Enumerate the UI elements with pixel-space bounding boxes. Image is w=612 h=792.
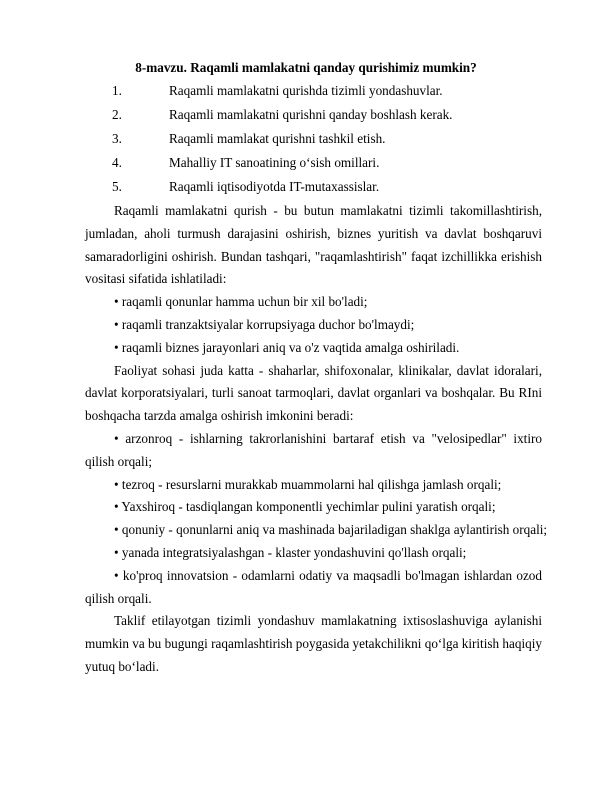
outline-text: Raqamli iqtisodiyotda IT-mutaxassislar. (169, 178, 380, 194)
outline-text: Raqamli mamlakat qurishni tashkil etish. (169, 130, 386, 146)
bullet-item: • Yaxshiroq - tasdiqlangan komponentli yechimlar pulini yaratish orqali; (114, 499, 496, 515)
outline-number: 5. (112, 178, 122, 194)
outline-item (112, 152, 542, 176)
bullet-item: • raqamli biznes jarayonlari aniq va o'z vaqtida amalga oshiriladi. (114, 339, 460, 355)
outline-number: 3. (112, 130, 122, 146)
outline-item (112, 176, 542, 200)
activity-paragraph: Faoliyat sohasi juda katta - shaharlar, shifoxonalar, klinikalar, davlat idoralari, davlat korporatsiyalari, turli sanoat tarmoqlari, davlat organlari va boshqalar. Bu RIni boshqacha tarzda amalga oshirish imkonini beradi: (85, 362, 542, 424)
outline-item (112, 104, 542, 128)
outline-number: 4. (112, 154, 122, 170)
bullet-item: • yanada integratsiyalashgan - klaster yondashuvini qo'llash orqali; (114, 544, 467, 560)
outline-text: Raqamli mamlakatni qurishda tizimli yondashuvlar. (169, 83, 443, 98)
outline-text: Raqamli mamlakatni qurishni qanday boshlash kerak. (169, 106, 453, 122)
outline-item (112, 128, 542, 152)
outline-item (112, 80, 542, 104)
outline-number: 1. (112, 83, 122, 98)
outline-text: Mahalliy IT sanoatining o‘sish omillari. (169, 154, 380, 170)
conclusion-paragraph: Taklif etilayotgan tizimli yondashuv mamlakatning ixtisoslashuviga aylanishi mumkin va bu bugungi raqamlashtirish poygasida yetakchilikni qo‘lga kiritish haqiqiy yutuq bo‘ladi. (85, 613, 542, 674)
bullet-item: • arzonroq - ishlarning takrorlanishini bartaraf etish va "velosipedlar" ixtiro qilish orqali; (85, 430, 542, 469)
outline-number: 2. (112, 106, 122, 122)
bullet-item: • tezroq - resurslarni murakkab muammolarni hal qilishga jamlash orqali; (114, 476, 502, 492)
topic-outline (112, 80, 542, 199)
body-text (85, 200, 548, 679)
topic-title: 8-mavzu. Raqamli mamlakatni qanday qurishimiz mumkin? (135, 60, 477, 75)
intro-paragraph: Raqamli mamlakatni qurish - bu butun mamlakatni tizimli takomillashtirish, jumladan, aholi turmush darajasini oshirish, biznes yuritish va davlat boshqaruvi samaradorligini oshirish. Bundan tashqari, "raqamlashtirish" faqat izchillikka erishish vositasi sifatida ishlatiladi: (85, 203, 542, 287)
bullet-item: • qonuniy - qonunlarni aniq va mashinada bajariladigan shaklga aylantirish orqali; (114, 522, 548, 538)
bullet-item: • raqamli qonunlar hamma uchun bir xil bo'ladi; (114, 294, 368, 310)
bullet-item: • ko'proq innovatsion - odamlarni odatiy va maqsadli bo'lmagan ishlardan ozod qilish orqali. (85, 567, 542, 606)
bullet-item: • raqamli tranzaktsiyalar korrupsiyaga duchor bo'lmaydi; (114, 316, 415, 332)
